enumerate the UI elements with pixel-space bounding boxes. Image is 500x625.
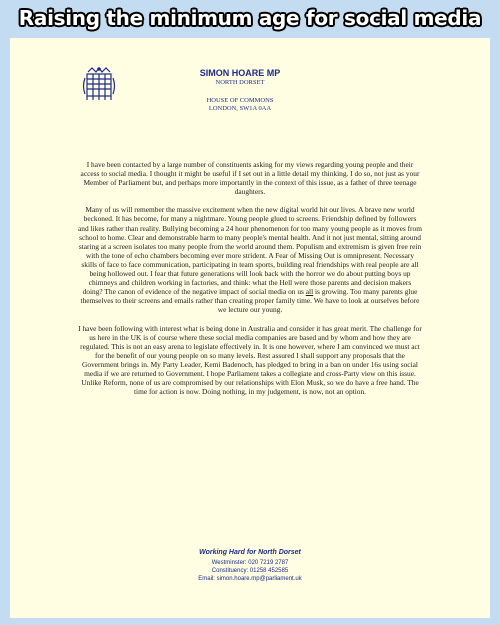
address [180, 97, 300, 113]
address-line: LONDON, SW1A 0AA [208, 105, 272, 112]
letterhead [180, 68, 300, 113]
paragraph-text: Many of us will remember the massive excitement when the new digital world hit our lives. A brave new world beckoned. It has become, for many a nightmare. Young people glued to screens. Friendship defined by followers and likes rather than reality. Bullying becoming a 24 hour phenomenon for too many young people as it moves from school to home. Clear and demonstrable harm to many people's mental health. And it not just mental, sitting around staring at a screen isolates too many people from the world around them. Populism and extremism is given free rein with the tone of echo chambers becoming ever more strident. A Fear of Missing Out is omnipresent. Necessary skills of face to face communication, participating in team sports, building real friendships with real people are all being hollowed out. I fear that future generations will look back with the horror we do about putting boys up chimneys and children working in factories, and think: what the Hell were those parents and decision makers doing? The canon of evidence of the negative impact of social media on us [78, 205, 422, 297]
paragraph-text: is growing. Too many parents glue themselves to their screens and emails rather than creating proper family time. We have to look at ourselves before we lecture our young. [80, 287, 420, 315]
letter-page [10, 38, 490, 618]
mp-name: SIMON HOARE MP [199, 68, 281, 78]
letter-body [78, 160, 422, 405]
banner [0, 0, 500, 36]
paragraph: I have been contacted by a large number of constituents asking for my views regarding young people and their access to social media. I thought it might be useful if I set out in a little detail my thinking. I do so, not just as your Member of Parliament but, and perhaps more importantly in the context of this issue, as a father of three teenage daughters. [80, 160, 420, 197]
letter-footer [140, 548, 360, 583]
paragraph [78, 205, 422, 314]
footer-westminster-phone: Westminster: 020 7219 2787 [211, 560, 289, 566]
footer-constituency-phone: Constituency: 01258 452585 [211, 568, 289, 574]
address-line: HOUSE OF COMMONS [206, 97, 274, 104]
portcullis-icon [82, 66, 116, 106]
emphasis: all [305, 287, 314, 297]
banner-title: Raising the minimum age for social media [18, 6, 482, 30]
footer-email: Email: simon.hoare.mp@parliament.uk [198, 576, 302, 582]
footer-motto: Working Hard for North Dorset [199, 549, 301, 556]
paragraph: I have been following with interest what is being done in Australia and consider it has great merit. The challenge for us here in the UK is of course where these social media companies are based and by whom and how they are regulated. This is not an easy arena to legislate effectively in. It is one however, where I am convinced we must act for the benefit of our young people on so many levels. Rest assured I shall support any proposals that the Government brings in. My Party Leader, Kemi Badenoch, has pledged to bring in a ban on under 16s using social media if we are returned to Government. I hope Parliament takes a collegiate and cross-Party view on this issue. Unlike Reform, none of us are compromised by our relationships with Elon Musk, so we do have a free hand. The time for action is now. Doing nothing, in my judgement, is now, not an option. [78, 323, 422, 397]
constituency-name: NORTH DORSET [215, 79, 265, 86]
